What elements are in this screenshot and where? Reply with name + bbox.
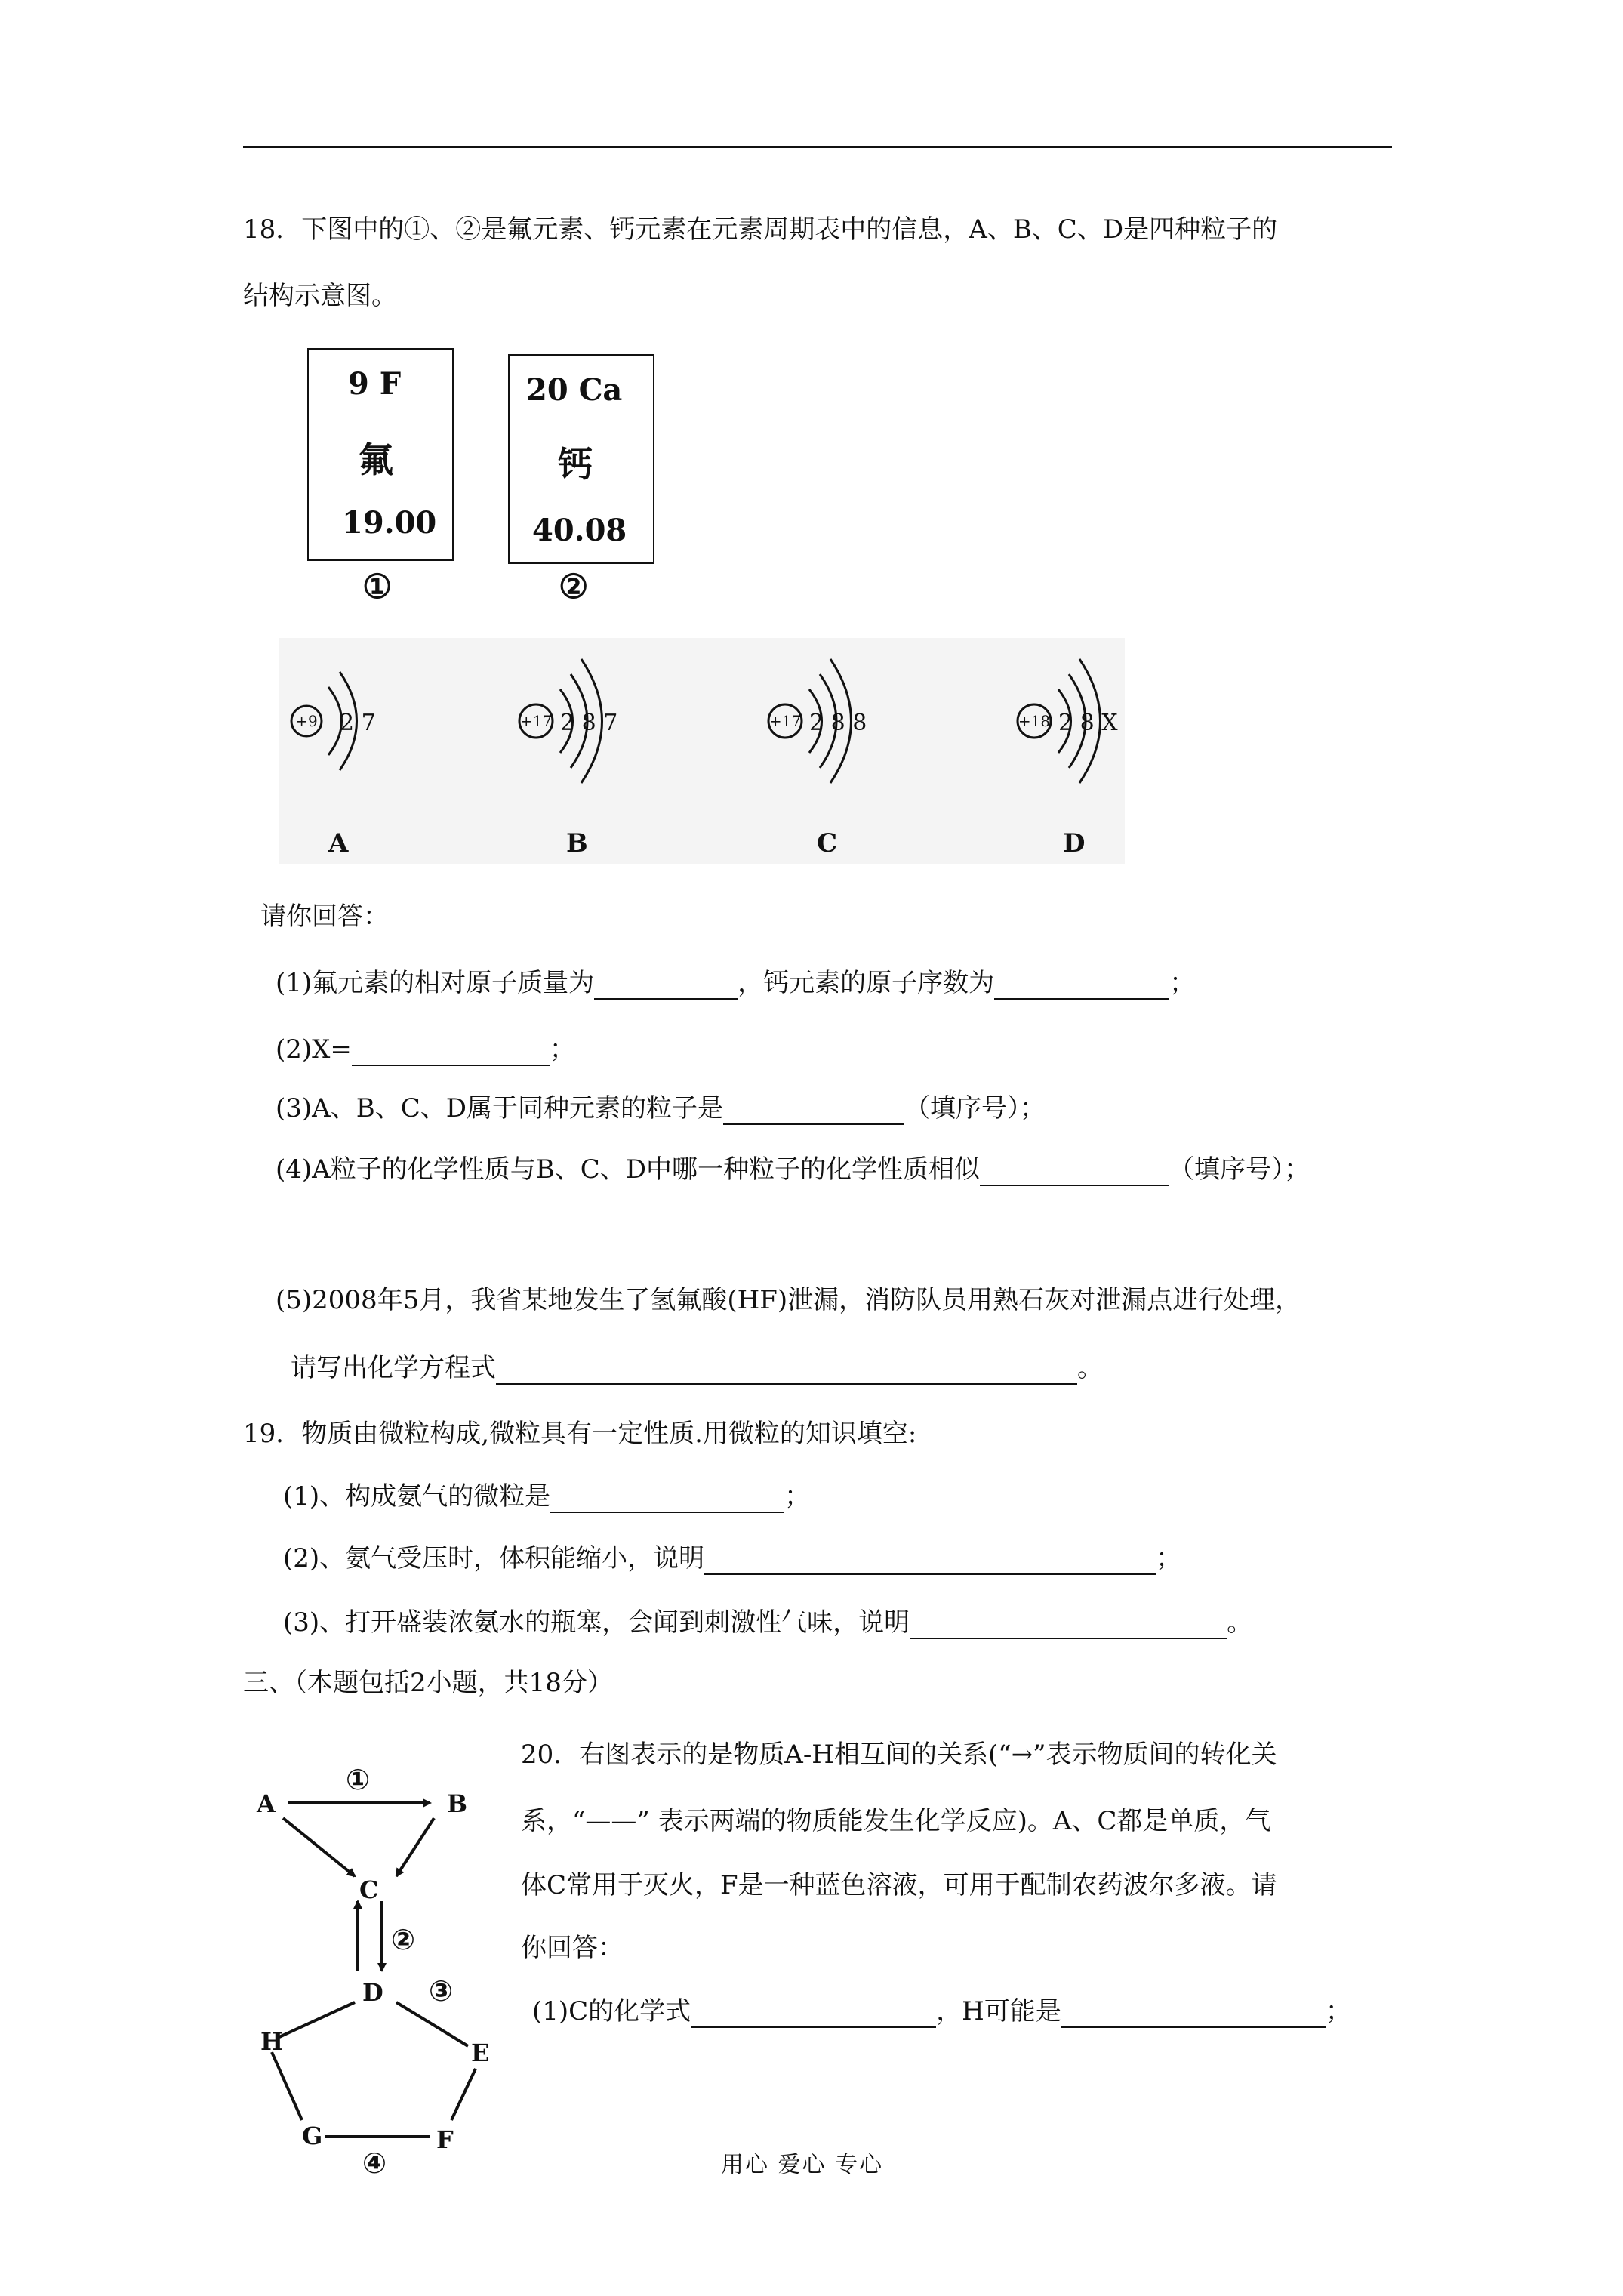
q19-sub2-text-b: ； bbox=[1156, 1543, 1182, 1573]
marker-3: ③ bbox=[429, 1974, 454, 2008]
fluorine-mass: 19.00 bbox=[342, 505, 437, 541]
q19-intro: 19．物质由微粒构成,微粒具有一定性质.用微粒的知识填空: bbox=[243, 1419, 917, 1449]
marker-4: ④ bbox=[362, 2147, 387, 2180]
node-c: C bbox=[359, 1875, 379, 1904]
calcium-name: 钙 bbox=[558, 444, 593, 485]
q18-sub2 bbox=[276, 1033, 575, 1066]
q20-sub1-text-a: (1)C的化学式 bbox=[532, 1996, 691, 2026]
particle-c-nucleus: +17 bbox=[768, 712, 802, 730]
q18-sub1-answer-blank-2[interactable] bbox=[994, 971, 1169, 1000]
q20-sub1-answer-blank-2[interactable] bbox=[1061, 1999, 1326, 2028]
particle-b-label: B bbox=[566, 828, 588, 858]
q20-sub1 bbox=[532, 1995, 1351, 2028]
node-f: F bbox=[436, 2125, 454, 2154]
q18-intro-line2: 结构示意图。 bbox=[243, 281, 397, 311]
node-h: H bbox=[260, 2027, 284, 2056]
q18-sub1-text-a: (1)氟元素的相对原子质量为 bbox=[276, 968, 595, 998]
calcium-mass: 40.08 bbox=[532, 513, 627, 548]
q18-sub1 bbox=[276, 966, 1195, 1000]
particle-b-electrons: 2 8 7 bbox=[560, 710, 618, 736]
q20-line3: 体C常用于灭火，F是一种蓝色溶液，可用于配制农药波尔多液。请 bbox=[521, 1870, 1277, 1900]
q18-sub4 bbox=[276, 1153, 1310, 1186]
particle-structure-panel bbox=[279, 638, 1125, 864]
q20-line2: 系，“——” 表示两端的物质能发生化学反应)。A、C都是单质，气 bbox=[521, 1806, 1271, 1836]
q20-sub1-answer-blank-1[interactable] bbox=[691, 1999, 936, 2028]
particle-d-nucleus: +18 bbox=[1018, 712, 1051, 730]
particle-a-electrons: 2 7 bbox=[340, 710, 376, 736]
calcium-tile bbox=[508, 354, 654, 564]
fluorine-number-symbol: 9 F bbox=[348, 366, 402, 402]
page-footer: 用心 爱心 专心 bbox=[721, 2152, 884, 2178]
q20-sub1-text-c: ； bbox=[1325, 1996, 1351, 2026]
q19-sub3-text-a: (3)、打开盛装浓氨水的瓶塞，会闻到刺激性气味，说明 bbox=[283, 1607, 910, 1638]
q19-sub3 bbox=[283, 1606, 1252, 1639]
q19-sub1 bbox=[283, 1480, 810, 1513]
q18-sub2-text-a: (2)X= bbox=[276, 1034, 352, 1065]
q18-sub4-answer-blank[interactable] bbox=[980, 1157, 1169, 1186]
q18-prompt: 请你回答： bbox=[260, 901, 389, 932]
q19-sub2 bbox=[283, 1542, 1181, 1575]
q18-sub4-text-a: (4)A粒子的化学性质与B、C、D中哪一种粒子的化学性质相似 bbox=[276, 1154, 980, 1185]
q18-sub1-text-b: ，钙元素的原子序数为 bbox=[738, 968, 995, 998]
q18-sub5-answer-blank[interactable] bbox=[496, 1356, 1077, 1385]
q18-sub2-answer-blank[interactable] bbox=[352, 1037, 550, 1066]
node-g: G bbox=[302, 2122, 323, 2150]
calcium-marker: ② bbox=[559, 568, 589, 606]
node-e: E bbox=[471, 2039, 490, 2067]
q20-sub1-text-b: ，H可能是 bbox=[936, 1996, 1061, 2026]
q18-intro-line1: 18．下图中的①、②是氟元素、钙元素在元素周期表中的信息，A、B、C、D是四种粒子的 bbox=[243, 214, 1278, 245]
marker-2: ② bbox=[391, 1923, 416, 1956]
particle-c-electrons: 2 8 8 bbox=[809, 710, 867, 736]
q18-sub3-text-b: （填序号）； bbox=[904, 1093, 1046, 1123]
q18-sub5-line2 bbox=[291, 1351, 1103, 1385]
q20-line4: 你回答： bbox=[521, 1933, 624, 1963]
particle-a-nucleus: +9 bbox=[295, 712, 318, 730]
q19-sub1-answer-blank[interactable] bbox=[550, 1484, 784, 1513]
q19-sub1-text-b: ； bbox=[784, 1481, 811, 1512]
particle-structure-diagrams bbox=[279, 638, 1125, 864]
q19-sub1-text-a: (1)、构成氨气的微粒是 bbox=[283, 1481, 551, 1512]
q18-sub2-text-b: ； bbox=[549, 1034, 575, 1065]
q18-sub3 bbox=[276, 1092, 1046, 1125]
particle-d-electrons: 2 8 X bbox=[1058, 710, 1118, 736]
particle-d-label: D bbox=[1063, 828, 1086, 858]
q20-relationship-diagram bbox=[249, 1752, 506, 2190]
q19-sub3-text-b: 。 bbox=[1227, 1607, 1253, 1638]
q18-sub3-text-a: (3)A、B、C、D属于同种元素的粒子是 bbox=[276, 1093, 723, 1123]
q18-sub5-text-b: 。 bbox=[1077, 1353, 1103, 1383]
q18-sub5-line1: (5)2008年5月，我省某地发生了氢氟酸(HF)泄漏，消防队员用熟石灰对泄漏点进行处理， bbox=[276, 1285, 1301, 1315]
node-d: D bbox=[362, 1978, 383, 2007]
fluorine-tile bbox=[307, 348, 454, 561]
q19-sub3-answer-blank[interactable] bbox=[910, 1610, 1227, 1639]
fluorine-marker: ① bbox=[362, 568, 393, 606]
q19-sub2-answer-blank[interactable] bbox=[704, 1546, 1156, 1575]
q18-sub4-text-b: （填序号）； bbox=[1168, 1154, 1310, 1185]
node-a: A bbox=[257, 1789, 276, 1818]
q19-sub2-text-a: (2)、氨气受压时，体积能缩小，说明 bbox=[283, 1543, 705, 1573]
calcium-number-symbol: 20 Ca bbox=[526, 372, 623, 408]
q18-sub5-text-a: 请写出化学方程式 bbox=[291, 1353, 496, 1383]
fluorine-name: 氟 bbox=[359, 439, 393, 480]
marker-1: ① bbox=[346, 1763, 371, 1796]
section3-heading: 三、（本题包括2小题，共18分） bbox=[243, 1668, 613, 1698]
node-b: B bbox=[447, 1789, 468, 1818]
q20-line1: 20．右图表示的是物质A-H相互间的关系(“→”表示物质间的转化关 bbox=[521, 1740, 1277, 1770]
particle-a-label: A bbox=[328, 828, 349, 858]
header-rule bbox=[243, 146, 1392, 148]
particle-b-nucleus: +17 bbox=[519, 712, 553, 730]
particle-c-label: C bbox=[817, 828, 838, 858]
q18-sub1-text-c: ； bbox=[1169, 968, 1196, 998]
q18-sub1-answer-blank-1[interactable] bbox=[594, 971, 738, 1000]
q18-sub3-answer-blank[interactable] bbox=[723, 1096, 904, 1125]
